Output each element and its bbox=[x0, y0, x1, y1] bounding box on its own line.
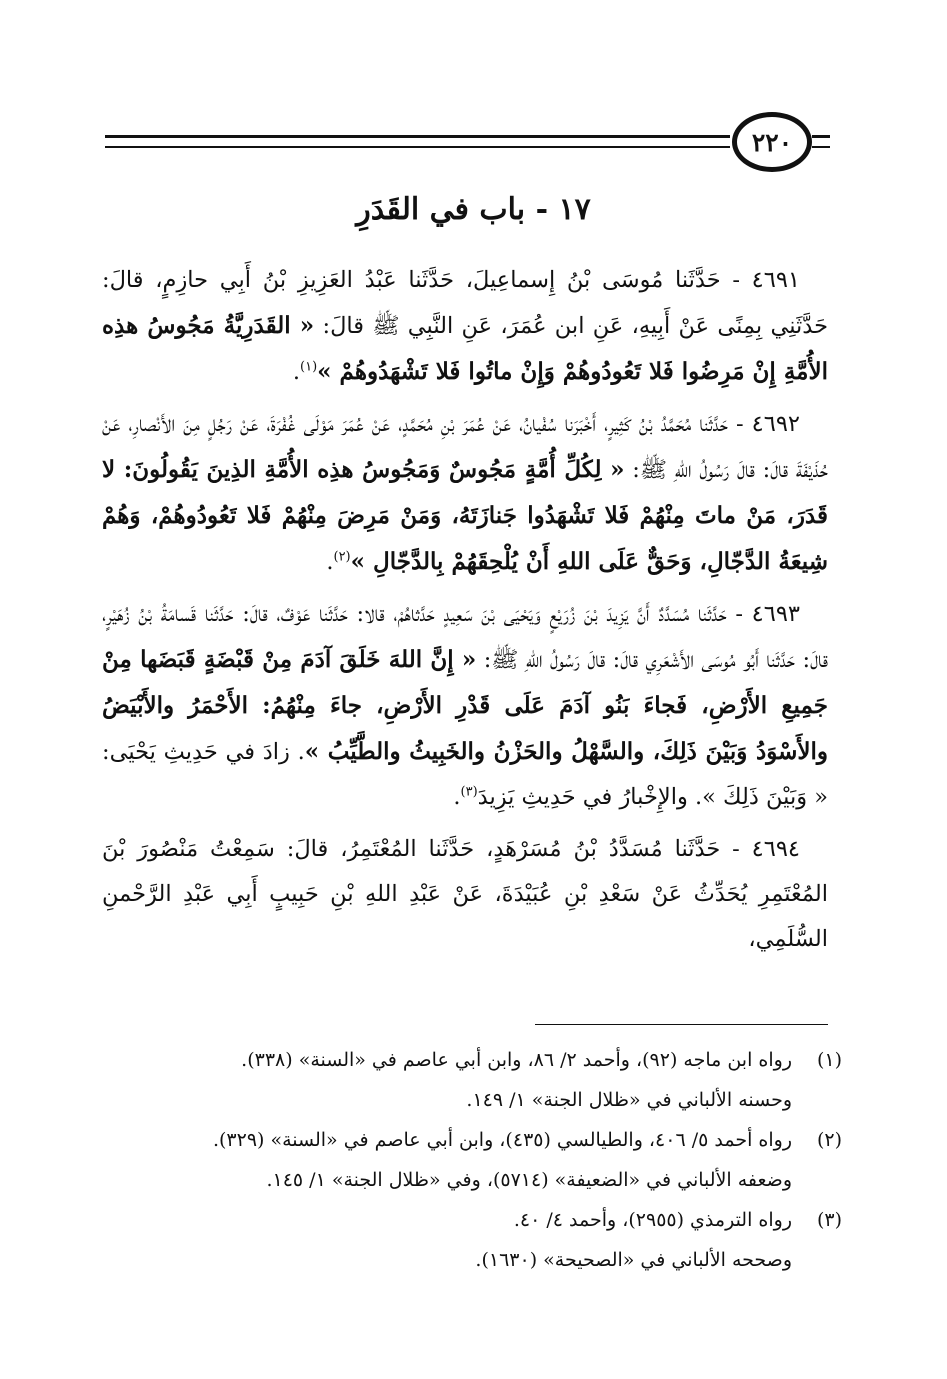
header-rule-top bbox=[105, 135, 730, 138]
hadith-quote: « إِنَّ اللهَ خَلَقَ آدَمَ مِنْ قَبْضَةٍ قَبَضَها مِنْ جَمِيعِ الأَرْضِ، فَجاءَ بَنُو آدَمَ عَلَى قَدْرِ الأَرْضِ، جاءَ مِنْهُمُ: الأَحْمَرُ والأَبْيَضُ والأَسْوَدُ وَبَيْنَ ذَلِكَ، والسَّهْلُ والحَزْنُ والخَبِيثُ والطَّيِّبُ » bbox=[102, 646, 829, 765]
header-rule-bottom bbox=[105, 146, 730, 148]
footnote-1 bbox=[102, 1040, 842, 1120]
narration: ٤٦٩١ - حَدَّثَنا مُوسَى بْنُ إِسماعِيلَ، حَدَّثَنا عَبْدُ العَزِيزِ بْنُ أَبِي حازِمٍ، قالَ: حَدَّثَنِي بِمِنًى عَنْ أَبِيهِ، عَنِ ابن عُمَرَ، عَنِ النَّبِي ﷺ قالَ: bbox=[102, 267, 829, 339]
narration-addendum: . زادَ في حَدِيثِ يَحْيَى: « وَبَيْنَ ذَلِكَ ». والإِخْبارُ في حَدِيثِ يَزِيدَ bbox=[102, 739, 828, 810]
hadith-4694 bbox=[102, 827, 828, 962]
chapter-title: ١٧ - باب في القَدَرِ bbox=[356, 192, 591, 227]
punctuation: . bbox=[326, 549, 334, 575]
footnote-2 bbox=[102, 1120, 842, 1200]
footnotes bbox=[102, 1040, 842, 1280]
footnote-text: وحسنه الألباني في «ظلال الجنة» ١/ ١٤٩. bbox=[466, 1089, 792, 1111]
hadith-quote: « القَدَرِيَّةُ مَجُوسُ هذِه الأُمَّةِ إِنْ مَرِضُوا فَلا تَعُودُوهُمْ وَإِنْ ماتُوا فَلا تَشْهَدُوهُمْ » bbox=[102, 312, 828, 385]
footnote-text: رواه أحمد ٥/ ٤٠٦، والطيالسي (٤٣٥)، وابن أبي عاصم في «السنة» (٣٢٩). bbox=[212, 1129, 792, 1151]
hadith-body bbox=[102, 258, 828, 969]
footnote-ref: (٣) bbox=[460, 784, 478, 800]
footnote-text: وصححه الألباني في «الصحيحة» (١٦٣٠). bbox=[475, 1249, 792, 1271]
hadith-4691 bbox=[102, 258, 828, 395]
footnote-text: رواه الترمذي (٢٩٥٥)، وأحمد ٤/ ٤٠. bbox=[513, 1209, 792, 1231]
footnote-ref: (٢) bbox=[333, 549, 351, 565]
footnote-number: (٢) bbox=[816, 1129, 842, 1151]
narration: ٤٦٩٤ - حَدَّثَنا مُسَدَّدُ بْنُ مُسَرْهَدٍ، حَدَّثَنا المُعْتَمِرُ، قالَ: سَمِعْتُ مَنْصُورَ بْنَ المُعْتَمِرِ يُحَدِّثُ عَنْ سَعْدِ بْنِ عُبَيْدَةَ، عَنْ عَبْدِ اللهِ بْنِ حَبِيبٍ أَبِي عَبْدِ الرَّحْمنِ السُّلَمِي، bbox=[102, 836, 828, 952]
punctuation: . bbox=[292, 359, 301, 385]
punctuation: . bbox=[453, 784, 461, 810]
footnote-number: (١) bbox=[816, 1049, 842, 1071]
narration: ٤٦٩٢ - حَدَّثَنا مُحَمَّدُ بْنُ كَثِيرٍ، أَخْبَرَنا سُفْيانُ، عَنْ عُمَرَ بْنِ مُحَمَّدٍ، عَنْ عُمَرَ مَوْلَى غُفْرَةَ، عَنْ رَجُلٍ مِنَ الأَنْصارِ، عَنْ حُذَيْفَةَ قالَ: قالَ رَسُولُ اللهِ ﷺ: bbox=[102, 411, 828, 483]
page-number: ٢٢٠ bbox=[732, 112, 812, 172]
hadith-quote: « لِكُلِّ أُمَّةٍ مَجُوسٌ وَمَجُوسُ هذِه الأُمَّةِ الذِينَ يَقُولُونَ: لا قَدَرَ، مَنْ ماتَ مِنْهُمْ فَلا تَشْهَدُوا جَنازَتَهُ، وَمَنْ مَرِضَ مِنْهُمْ فَلا تَعُودُوهُمْ، وَهُمْ شِيعَةُ الدَّجّالِ، وَحَقٌّ عَلَى اللهِ أَنْ يُلْحِقَهُمْ بِالدَّجّالِ » bbox=[102, 456, 828, 575]
footnote-separator bbox=[535, 1024, 828, 1025]
header-rule-tail-bottom bbox=[812, 146, 830, 148]
footnote-text: وضعفه الألباني في «الضعيفة» (٥٧١٤)، وفي «ظلال الجنة» ١/ ١٤٥. bbox=[266, 1169, 792, 1191]
hadith-4692 bbox=[102, 402, 828, 585]
narration: ٤٦٩٣ - حَدَّثَنا مُسَدَّدٌ أَنَّ يَزِيدَ بْنَ زُرَيْعٍ وَيَحْيَى بْنَ سَعِيدٍ حَدَّثاهُمْ، قالا: حَدَّثَنا عَوْفٌ، قالَ: حَدَّثَنا قَسامَةُ بْنُ زُهَيْرٍ، قالَ: حَدَّثَنا أَبُو مُوسَى الأَشْعَرِي قالَ: قالَ رَسُولُ اللهِ ﷺ: bbox=[102, 601, 828, 673]
hadith-4693 bbox=[102, 592, 828, 820]
header-rule-tail-top bbox=[812, 135, 830, 138]
footnote-ref: (١) bbox=[300, 359, 318, 375]
footnote-text: رواه ابن ماجه (٩٢)، وأحمد ٢/ ٨٦، وابن أبي عاصم في «السنة» (٣٣٨). bbox=[241, 1049, 792, 1071]
footnote-3 bbox=[102, 1200, 842, 1280]
footnote-number: (٣) bbox=[816, 1209, 842, 1231]
